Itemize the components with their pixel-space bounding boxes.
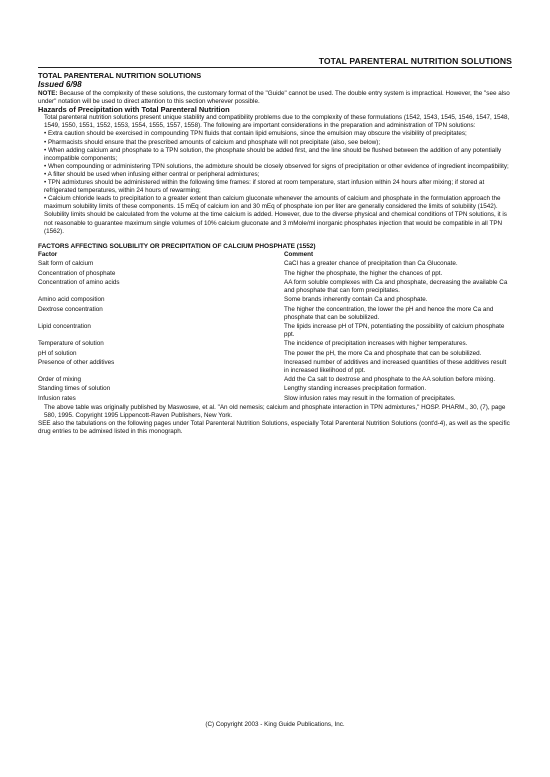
factor-cell: Amino acid composition [38,296,105,304]
header-rule [38,67,512,68]
table-row [38,279,512,296]
factor-cell: Standing times of solution [38,385,111,393]
comment-cell: The incidence of precipitation increases with higher temperatures. [284,340,468,348]
table-row [38,340,512,349]
factor-cell: Presence of other additives [38,358,115,366]
hazard-bullet: • TPN admixtures should be administered within the following time frames: if stored at room temperature, start infusion within 24 hours after mixing; if stored at refrigerated temperatures, within 24 hours of rewarming; [44,179,485,195]
comment-cell: The higher the phosphate, the higher the chances of ppt. [284,269,443,277]
note-paragraph [38,90,512,106]
column-header-factor: Factor [38,251,58,259]
table-row [38,296,512,305]
hazard-bullet: • Pharmacists should ensure that the prescribed amounts of calcium and phosphate will not precipitate (also, see below); [44,138,381,146]
table-title: FACTORS AFFECTING SOLUBILITY OR PRECIPITATION OF CALCIUM PHOSPHATE (1552) [38,242,316,250]
factor-cell: Concentration of phosphate [38,269,116,277]
note-label: NOTE: [38,89,58,97]
document-title: TOTAL PARENTERAL NUTRITION SOLUTIONS [38,71,202,80]
factor-cell: Lipid concentration [38,322,91,330]
running-head: TOTAL PARENTERAL NUTRITION SOLUTIONS [318,56,512,66]
column-header-comment: Comment [284,251,314,259]
hazards-bullet-list [38,130,512,235]
note-text: Because of the complexity of these solutions, the customary format of the "Guide" cannot be used. The double entry system is impractical. However, the "see also under" notation will be used to direct attention to this section wherever possible. [38,89,510,105]
hazard-bullet: • Extra caution should be exercised in compounding TPN fluids that contain lipid emulsions, since the emulsion may obscure the visibility of precipitates; [44,130,467,138]
comment-cell: Slow infusion rates may result in the formation of precipitates. [284,394,456,402]
table-row [38,385,512,394]
table-row [38,260,512,269]
comment-cell: Increased number of additives and increased quantities of these additives result in increased likelihood of ppt. [284,358,507,374]
hazard-bullet: • When compounding or administering TPN solutions, the admixture should be closely observed for signs of precipitation or other evidence of ingredient incompatibility; [44,162,509,170]
hazards-heading: Hazards of Precipitation with Total Parenteral Nutrition [38,104,230,114]
factors-table [38,251,512,404]
table-row [38,395,512,404]
factor-cell: Infusion rates [38,394,76,402]
comment-cell: AA form soluble complexes with Ca and phosphate, decreasing the available Ca and phosphate that can form precipitates. [284,278,508,294]
comment-cell: Lengthy standing increases precipitation formation. [284,385,427,393]
comment-cell: The lipids increase pH of TPN, potentiating the possibility of calcium phosphate ppt. [284,322,505,338]
table-header-row [38,251,512,260]
comment-cell: The higher the concentration, the lower the pH and hence the more Ca and phosphate that can be solubilized. [284,305,494,321]
table-row [38,359,512,376]
table-row [38,306,512,323]
comment-cell: Add the Ca salt to dextrose and phosphate to the AA solution before mixing. [284,376,496,384]
comment-cell: The power the pH, the more Ca and phosphate that can be solubilized. [284,349,482,357]
hazard-bullet: • When adding calcium and phosphate to a TPN solution, the phosphate should be added first, and the line should be flushed between the addition of any potentially incompatible components; [44,146,502,162]
see-also-note: SEE also the tabulations on the following pages under Total Parenteral Nutrition Solutions, especially Total Parenteral Nutrition Solutions (cont'd-4), as well as the specific drug entries to be admixed listed in this monograph. [38,420,510,436]
factor-cell: Order of mixing [38,376,82,384]
hazards-intro: Total parenteral nutrition solutions present unique stability and compatibility problems due to the complexity of these formulations (1542, 1543, 1545, 1546, 1547, 1548, 1549, 1550, 1551, 1552, 1553, 1554, 1555, 1557, 1558). The following are important considerations in the preparation and administration of TPN solutions: [44,114,510,130]
issued-date: Issued 6/98 [38,80,82,89]
table-row [38,350,512,359]
table-source-note: The above table was originally published by Maswoswe, et al. "An old nemesis; calcium and phosphate interaction in TPN admixtures," HOSP. PHARM., 30, (7), page 580, 1995. Copyright 1995 Lippencott-Raven Publishers, New York. [44,404,506,420]
comment-cell: Some brands inherently contain Ca and phosphate. [284,296,428,304]
hazard-bullet: • A filter should be used when infusing either central or peripheral admixtures; [44,170,260,178]
comment-cell: CaCl has a greater chance of precipitation than Ca Gluconate. [284,260,458,268]
factor-cell: Concentration of amino acids [38,278,120,286]
factor-cell: Temperature of solution [38,340,104,348]
hazard-bullet: • Calcium chloride leads to precipitation to a greater extent than calcium gluconate whenever the amounts of calcium and phosphate in the formulation approach the maximum solubility limits of these components. 15 mEq of calcium ion and 30 mEq of phosphate ion per liter are generally considered the limits of solubility (1542). Solubility limits should be calculated from the volume at the time calcium is added. However, due to the diverse physical and chemical conditions of TPN solutions, it is not reasonable to guarantee maximum single volumes of 10% calcium gluconate and 3 mMole/ml inorganic phosphates injection that would be compatible in all TPN (1562). [44,195,507,235]
factor-cell: pH of solution [38,349,77,357]
factor-cell: Dextrose concentration [38,305,103,313]
table-row [38,270,512,279]
table-row [38,323,512,340]
factor-cell: Salt form of calcium [38,260,94,268]
copyright-footer: (C) Copyright 2003 - King Guide Publications, Inc. [205,721,345,728]
content [38,71,512,436]
table-row [38,376,512,385]
